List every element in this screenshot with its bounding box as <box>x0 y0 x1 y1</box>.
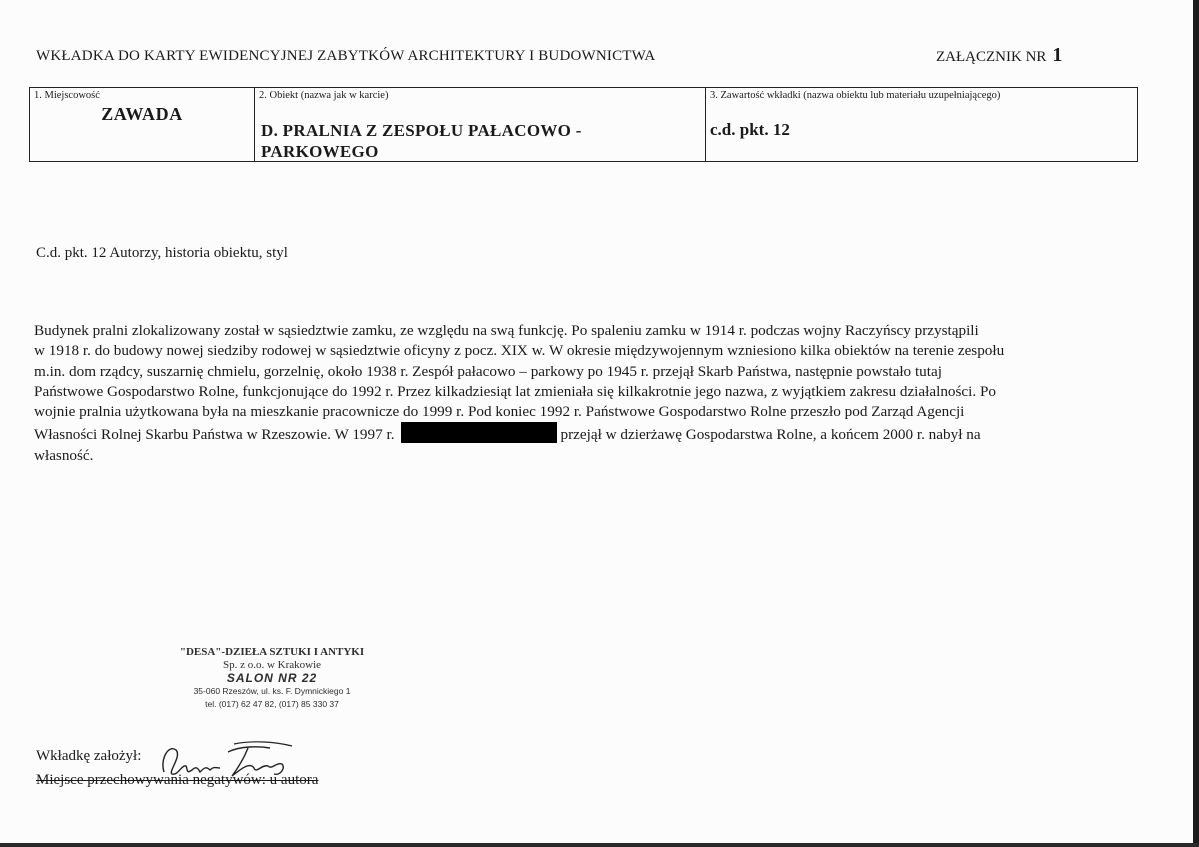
contents-cell <box>706 88 1137 161</box>
contents-label: 3. Zawartość wkładki (nazwa obiektu lub materiału uzupełniającego) <box>710 90 1001 101</box>
object-label: 2. Obiekt (nazwa jak w karcie) <box>259 90 389 101</box>
stamp-salon: SALON NR 22 <box>226 671 318 685</box>
annex-label-text: ZAŁĄCZNIK NR <box>936 49 1047 65</box>
history-line: własność. <box>34 446 94 464</box>
stamp-company-name: "DESA"-DZIEŁA SZTUKI I ANTYKI <box>179 646 365 658</box>
stamp-phone: tel. (017) 62 47 82, (017) 85 330 37 <box>205 699 339 709</box>
scan-edge-right <box>1193 0 1199 847</box>
locality-value: ZAWADA <box>101 104 183 124</box>
history-line: Państwowe Gospodarstwo Rolne, funkcjonujące do 1992 r. Przez kilkadziesiąt lat zmieniała się kilkakrotnie jego nazwa, z wyjątkiem zakresu działalności. Po <box>34 382 997 400</box>
stamp-company-type: Sp. z o.o. w Krakowie <box>222 659 322 671</box>
negatives-storage-label: Miejsce przechowywania negatywów: u autora <box>36 772 319 788</box>
locality-label: 1. Miejscowość <box>34 90 100 101</box>
history-line-before-redaction: Własności Rolnej Skarbu Państwa w Rzeszowie. W 1997 r. <box>34 426 395 444</box>
history-line: w 1918 r. do budowy nowej siedziby rodowej w sąsiedztwie oficyny z pocz. XIX w. W okresie międzywojennym wzniesiono kilka obiektów na terenie zespołu <box>34 342 1005 360</box>
contents-value: c.d. pkt. 12 <box>710 120 790 139</box>
scan-edge-bottom <box>0 843 1199 847</box>
annex-label <box>936 44 1062 67</box>
annex-number: 1 <box>1052 44 1063 66</box>
founded-by-label: Wkładkę założył: <box>36 748 142 764</box>
history-line: Budynek pralni zlokalizowany został w sąsiedztwie zamku, ze względu na swą funkcję. Po spaleniu zamku w 1914 r. podczas wojny Raczyńscy przystąpili <box>34 322 979 339</box>
stamp-address: 35-060 Rzeszów, ul. ks. F. Dymnickiego 1 <box>193 686 351 696</box>
history-paragraph <box>34 321 1134 466</box>
history-line-redacted <box>34 422 1134 445</box>
object-value: D. PRALNIA Z ZESPOŁU PAŁACOWO - PARKOWEGO <box>261 121 582 161</box>
history-line-after-redaction: przejął w dzierżawę Gospodarstwa Rolne, a końcem 2000 r. nabył na <box>560 426 981 444</box>
history-line: wojnie pralnia użytkowana była na mieszkanie pracownicze do 1999 r. Pod koniec 1992 r. Państwowe Gospodarstwo Rolne przeszło pod Zarząd Agencji <box>34 403 965 421</box>
document-title: WKŁADKA DO KARTY EWIDENCYJNEJ ZABYTKÓW ARCHITEKTURY I BUDOWNICTWA <box>36 48 656 64</box>
section-heading: C.d. pkt. 12 Autorzy, historia obiektu, styl <box>36 245 288 261</box>
history-line: m.in. dom rządcy, suszarnię chmielu, gorzelnię, około 1938 r. Zespół pałacowo – parkowy po 1945 r. przejął Skarb Państwa, następnie powstało tutaj <box>34 362 942 380</box>
form-table <box>29 87 1138 162</box>
locality-cell <box>30 88 255 161</box>
company-stamp <box>174 646 370 711</box>
redaction-bar <box>401 422 557 443</box>
object-cell <box>255 88 706 161</box>
